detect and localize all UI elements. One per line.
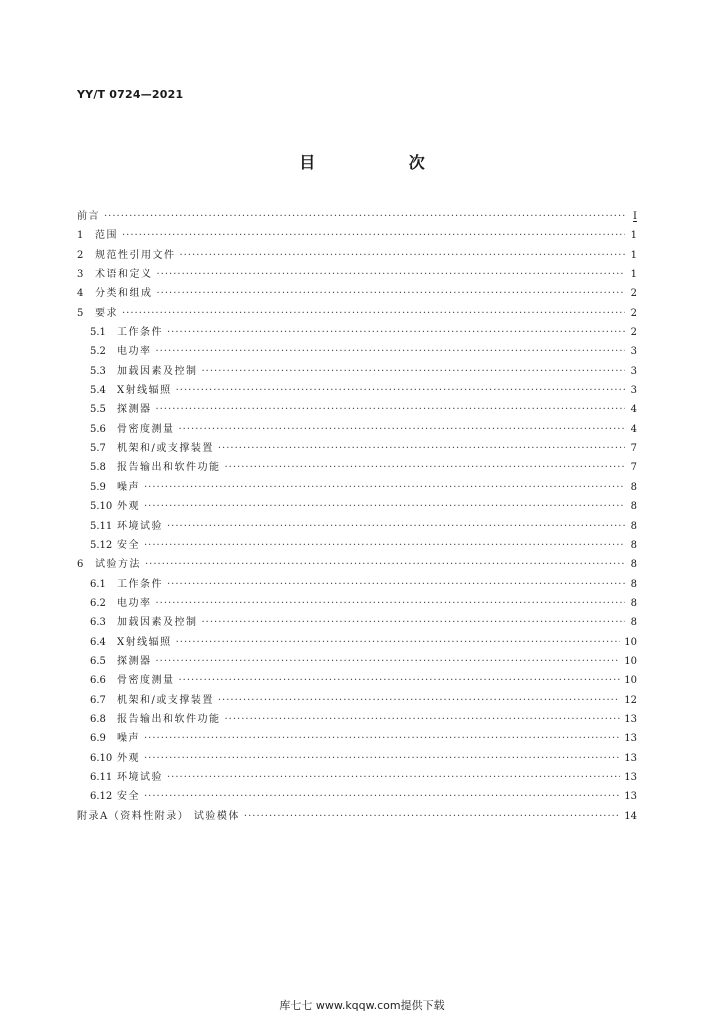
toc-entry-page: 3 [630,385,637,397]
toc-entry-page: 8 [630,481,637,493]
toc-entry-label: 骨密度测量 [117,423,175,435]
toc-entry-number: 6.5 [90,655,106,667]
toc-entry-page: 10 [624,636,637,648]
toc-entry-label: 机架和/或支撑装置 [117,694,214,706]
toc-dot-leader [176,633,621,652]
toc-entry-page: 1 [630,230,637,242]
toc-entry-label: 工作条件 [117,327,163,339]
toc-entry-page: 14 [624,810,637,822]
toc-entry-number: 5.1 [90,327,106,339]
toc-entry-label: 噪声 [117,733,140,745]
toc-dot-leader [122,226,625,245]
toc-dot-leader [167,768,620,787]
toc-entry-label: 前言 [77,211,100,222]
toc-entry[interactable] [77,381,637,400]
toc-entry-page: 7 [630,443,637,455]
toc-entry-page: 8 [630,520,637,532]
toc-entry-page: 1 [630,249,637,261]
toc-entry-page: 8 [630,501,637,513]
toc-dot-leader [225,710,621,729]
toc-entry[interactable] [77,246,637,265]
toc-entry-label: 电功率 [117,597,152,609]
toc-dot-leader [145,555,625,574]
toc-entry-label: 术语和定义 [95,269,153,281]
toc-entry-page: 13 [624,771,637,783]
toc-entry-number: 1 [77,230,84,242]
toc-entry-page: 13 [624,752,637,764]
toc-entry[interactable] [77,226,637,245]
toc-entry-number: 6.4 [90,636,106,648]
toc-entry-number: 5.9 [90,481,106,493]
toc-entry-number: 5.2 [90,346,106,358]
toc-entry-number: 5.8 [90,462,106,474]
toc-dot-leader [144,478,625,497]
document-code: YY/T 0724—2021 [77,88,184,101]
toc-entry-label: 噪声 [117,481,140,493]
toc-entry-number: 6.8 [90,713,106,725]
toc-entry-number: 6.10 [90,752,113,764]
toc-entry[interactable] [77,787,637,806]
toc-entry[interactable] [77,284,637,303]
toc-entry-page: 8 [630,578,637,590]
toc-entry[interactable] [77,555,637,574]
toc-dot-leader [218,439,625,458]
toc-entry-page: 10 [624,675,637,687]
toc-dot-leader [144,536,625,555]
toc-entry[interactable] [77,691,637,710]
footer-watermark: 库七七 www.kqqw.com提供下载 [279,999,445,1012]
toc-entry-number: 5.7 [90,443,106,455]
toc-dot-leader [156,594,626,613]
toc-entry[interactable] [77,633,637,652]
toc-dot-leader [218,691,620,710]
toc-entry-number: 4 [77,288,84,300]
toc-entry-number: 5.5 [90,404,106,416]
toc-entry-label: 外观 [117,752,140,764]
toc-entry-page: 2 [630,288,637,300]
toc-entry-page: 13 [624,733,637,745]
toc-entry[interactable] [77,265,637,284]
toc-dot-leader [167,575,625,594]
toc-entry[interactable] [77,478,637,497]
toc-entry-label: 环境试验 [117,771,163,783]
toc-entry-number: 5.10 [90,501,113,513]
toc-dot-leader [179,671,621,690]
page-title: 目 次 [299,153,469,172]
toc-entry[interactable] [77,439,637,458]
toc-entry-page: 8 [630,597,637,609]
toc-entry[interactable] [77,497,637,516]
toc-entry-number: 5.12 [90,539,113,551]
toc-entry-label: 电功率 [117,346,152,358]
toc-entry-label: 范围 [95,230,118,242]
toc-dot-leader [156,342,626,361]
toc-entry-page: 8 [630,617,637,629]
toc-entry-label: 外观 [117,501,140,513]
toc-entry-label: 安全 [117,791,140,803]
toc-dot-leader [179,420,626,439]
toc-entry-label: 骨密度测量 [117,675,175,687]
toc-entry[interactable] [77,323,637,342]
toc-dot-leader [167,323,625,342]
toc-entry-number: 6.2 [90,597,106,609]
toc-entry-number: 5.4 [90,385,106,397]
toc-entry-page: 2 [630,307,637,319]
toc-dot-leader [202,613,626,632]
toc-dot-leader [156,652,621,671]
toc-entry-page: 1 [630,269,637,281]
toc-entry-page: 2 [630,327,637,339]
toc-entry-number: 6.6 [90,675,106,687]
toc-entry[interactable] [77,671,637,690]
toc-entry[interactable] [77,536,637,555]
toc-entry[interactable] [77,517,637,536]
toc-dot-leader [104,207,625,226]
toc-entry-page: 10 [624,655,637,667]
toc-entry[interactable] [77,400,637,419]
toc-entry-page: 4 [630,404,637,416]
toc-dot-leader [144,497,625,516]
toc-entry-label: 试验方法 [95,559,141,571]
toc-dot-leader [157,284,626,303]
toc-entry-number: 3 [77,269,84,281]
toc-entry-number: 2 [77,249,84,261]
toc-entry[interactable] [77,594,637,613]
toc-entry-number: 5.6 [90,423,106,435]
toc-entry[interactable] [77,768,637,787]
toc-dot-leader [180,246,626,265]
toc-dot-leader [122,304,625,323]
toc-entry-label: 安全 [117,539,140,551]
toc-dot-leader [176,381,625,400]
toc-entry-page: 13 [624,713,637,725]
toc-dot-leader [202,362,626,381]
toc-entry-label: 要求 [95,307,118,319]
toc-entry-number: 6.11 [90,771,113,783]
toc-entry-page: 7 [630,462,637,474]
toc-entry[interactable] [77,342,637,361]
toc-entry-page: 3 [630,346,637,358]
toc-entry-label: 报告输出和软件功能 [117,713,221,725]
toc-entry-number: 6.7 [90,694,106,706]
toc-entry[interactable] [77,613,637,632]
toc-entry[interactable] [77,575,637,594]
toc-dot-leader [144,729,620,748]
toc-entry[interactable] [77,749,637,768]
toc-entry-page: I [633,211,637,222]
toc-entry-label: 工作条件 [117,578,163,590]
toc-entry-label: 分类和组成 [95,288,153,300]
toc-entry-label: 加载因素及控制 [117,365,198,377]
toc-entry-number: 6.9 [90,733,106,745]
toc-entry-number: 6.12 [90,791,113,803]
toc-dot-leader [157,265,626,284]
toc-dot-leader [244,807,620,826]
toc-dot-leader [225,458,626,477]
toc-entry-label: 报告输出和软件功能 [117,462,221,474]
toc-entry-label: 加载因素及控制 [117,617,198,629]
toc-entry-number: 5 [77,307,84,319]
toc-entry-number: 6 [77,559,84,571]
toc-entry-page: 12 [624,694,637,706]
toc-entry-page: 3 [630,365,637,377]
toc-entry[interactable] [77,729,637,748]
table-of-contents [77,207,637,826]
toc-entry[interactable] [77,207,637,226]
toc-entry-number: 6.3 [90,617,106,629]
toc-entry-label: X射线辐照 [117,636,172,648]
toc-entry-page: 8 [630,559,637,571]
toc-dot-leader [144,749,620,768]
toc-entry-page: 4 [630,423,637,435]
toc-entry-number: 5.11 [90,520,113,532]
toc-entry[interactable] [77,458,637,477]
toc-entry-page: 13 [624,791,637,803]
toc-entry-number: 5.3 [90,365,106,377]
toc-dot-leader [167,517,625,536]
toc-dot-leader [156,400,626,419]
toc-entry-label: 探测器 [117,404,152,416]
toc-entry-label: X射线辐照 [117,385,172,397]
toc-entry-label: 附录A（资料性附录） 试验模体 [77,810,240,822]
toc-entry[interactable] [77,420,637,439]
toc-entry-label: 机架和/或支撑装置 [117,443,214,455]
toc-entry-label: 规范性引用文件 [95,249,176,261]
toc-entry[interactable] [77,362,637,381]
toc-entry[interactable] [77,807,637,826]
toc-entry-label: 探测器 [117,655,152,667]
toc-entry[interactable] [77,652,637,671]
toc-entry-number: 6.1 [90,578,106,590]
toc-entry[interactable] [77,304,637,323]
toc-entry[interactable] [77,710,637,729]
toc-entry-label: 环境试验 [117,520,163,532]
toc-entry-page: 8 [630,539,637,551]
toc-dot-leader [144,787,620,806]
